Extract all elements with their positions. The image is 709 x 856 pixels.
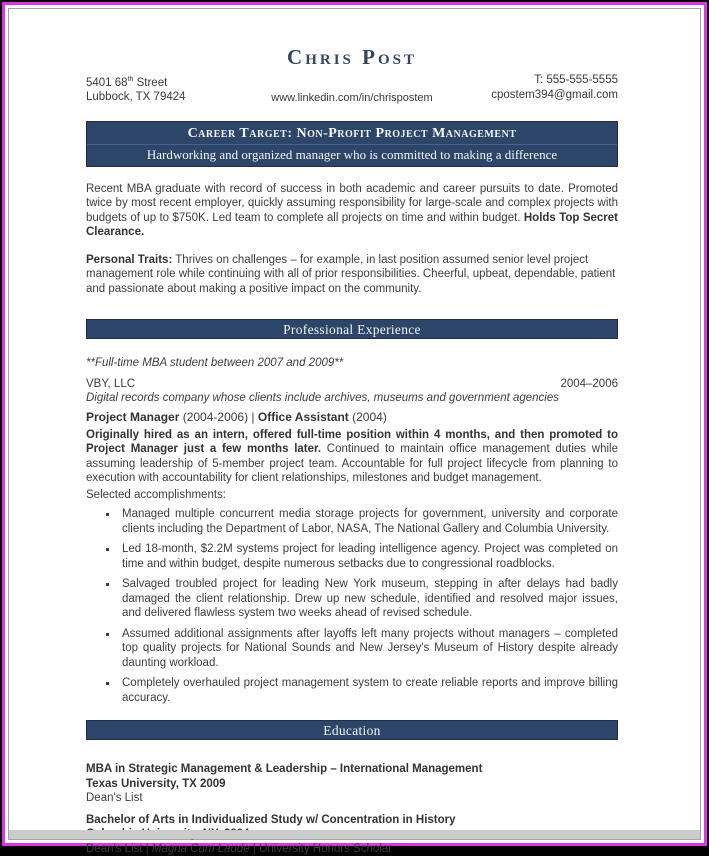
address-line2: Lubbock, TX 79424	[86, 91, 186, 104]
experience-paragraph	[86, 428, 618, 486]
clearance-highlight: Holds Top Secret Clearance.	[86, 211, 618, 239]
education-entry-mba	[86, 762, 618, 806]
resume-page	[8, 8, 701, 855]
role-office-assistant: Office Assistant	[257, 409, 349, 424]
role-title-line	[86, 409, 618, 425]
address-number: 5401 68	[86, 76, 128, 89]
page-title: Chris Post	[287, 45, 417, 69]
school-name: Texas University, TX 2009	[86, 777, 226, 790]
phone-number: T: 555-555-5555	[534, 74, 618, 86]
experience-rest: Continued to maintain office management duties while assuming leadership of 5-member project team. Accountable for full project lifecycle from planning to execution with accountability for client relationships, milestones and budget management.	[86, 443, 618, 485]
list-item: ▪ Led 18-month, $2.2M systems project for leading intelligence agency. Project was completed on time and within budget, despite numerous setbacks due to congressional roadblocks.	[118, 542, 618, 571]
linkedin-url: www.linkedin.com/in/chrispostem	[271, 91, 433, 104]
honors-line	[86, 842, 618, 856]
role-project-manager: Project Manager	[86, 409, 180, 424]
honors-part1: Dean's List |	[86, 842, 152, 855]
career-target-banner	[86, 121, 618, 167]
company-description: Digital records company whose clients include archives, museums and government agencies	[86, 392, 560, 405]
honors-line: Dean's List	[86, 792, 143, 805]
traits-label: Personal Traits:	[86, 253, 173, 266]
list-item: ▪ Assumed additional assignments after layoffs left many projects without managers – completed top quality projects for National Sounds and New Jersey's Museum of History despite already daunting workload.	[118, 627, 618, 671]
accomplishments-label: Selected accomplishments:	[86, 488, 226, 501]
address-line1	[86, 73, 246, 90]
experience-lead-bold: Originally hired as an intern, offered full-time position within 4 months, and then promoted to Project Manager just a few months later.	[86, 428, 618, 456]
phone-email-block	[458, 73, 618, 105]
company-row	[86, 377, 618, 392]
degree-title: MBA in Strategic Management & Leadership – International Management	[86, 763, 483, 776]
education-heading-label: Education	[323, 723, 381, 739]
career-target-title: Career Target: Non-Profit Project Management	[187, 125, 517, 141]
role-dates-1: (2004-2006) |	[179, 409, 258, 424]
honors-part2: | University Honors Scholar	[249, 842, 393, 855]
accomplishments-list	[86, 507, 618, 705]
selection-border	[2, 2, 707, 855]
resume-content	[86, 9, 618, 856]
personal-traits-paragraph	[86, 253, 618, 297]
contact-block	[86, 73, 618, 105]
address-ordinal: th	[127, 76, 134, 83]
list-item: ▪ Managed multiple concurrent media storage projects for government, university and corporate clients including the Department of Labor, NASA, The National Gallery and Columbia University.	[118, 507, 618, 536]
traits-text: Thrives on challenges – for example, in last position assumed senior level project management role while continuing with all of prior responsibilities. Cheerful, upbeat, dependable, patient and passionate about making a positive impact on the community.	[86, 253, 616, 295]
address-street: Street	[133, 76, 168, 89]
email-address: cpostem394@gmail.com	[491, 88, 618, 101]
section-header-experience	[86, 319, 618, 339]
honors-magna-cum-laude: Magna Cum Laude	[151, 842, 250, 855]
list-item: ▪ Salvaged troubled project for leading New York museum, stepping in after delays had badly damaged the client relationship. Drew up new schedule, identified and resolved major issues, and delivered flawless system two weeks ahead of revised schedule.	[118, 577, 618, 621]
list-item: ▪ Completely overhauled project management system to create reliable reports and improve billing accuracy.	[118, 676, 618, 705]
company-dates: 2004–2006	[560, 377, 618, 390]
role-dates-2: (2004)	[348, 409, 387, 424]
summary-paragraph	[86, 182, 618, 240]
summary-text: Recent MBA graduate with record of success in both academic and career pursuits to date. Promoted twice by most recent employer, quickly assuming responsibility for large-scale and complex projects with budgets of up to $750K. Led team to complete all projects on time and within budget.	[86, 182, 618, 224]
career-target-subtitle: Hardworking and organized manager who is committed to making a difference	[87, 144, 617, 166]
degree-title: Bachelor of Arts in Individualized Study w/ Concentration in History	[86, 813, 456, 826]
mba-student-note: **Full-time MBA student between 2007 and 2009**	[86, 357, 344, 370]
scan-artifact-strip	[9, 830, 700, 839]
company-name: VBY, LLC	[86, 377, 136, 390]
experience-heading-label: Professional Experience	[283, 322, 421, 338]
section-header-education	[86, 720, 618, 740]
address-block	[86, 73, 246, 105]
